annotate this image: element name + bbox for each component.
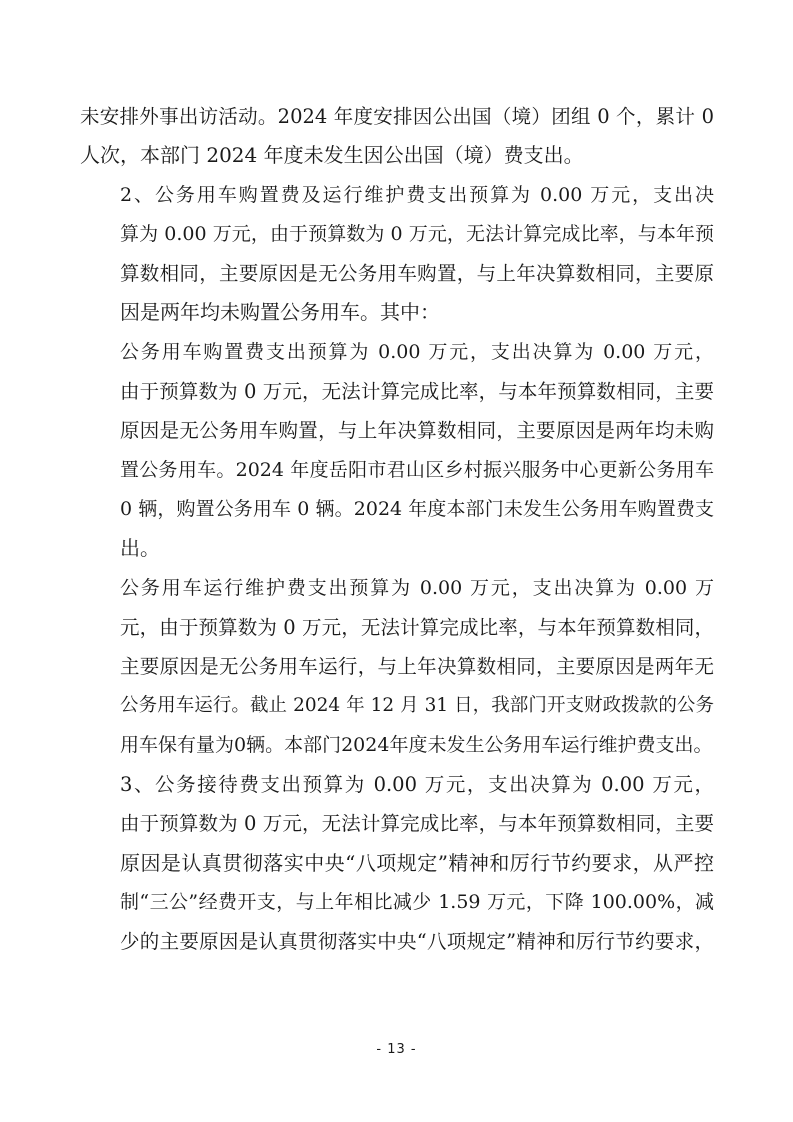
text-line: 用车保有量为0辆。本部门2024年度未发生公务用车运行维护费支出。 bbox=[120, 733, 713, 756]
text-line: 置公务用车。2024 年度岳阳市君山区乡村振兴服务中心更新公务用车 bbox=[120, 458, 714, 481]
text-line: 公务用车运行。截止 2024 年 12 月 31 日，我部门开支财政拨款的公务 bbox=[120, 695, 714, 717]
text-line: 因是两年均未购置公务用车。其中： bbox=[120, 300, 440, 325]
text-line: 主要原因是无公务用车运行，与上年决算数相同，主要原因是两年无 bbox=[120, 655, 714, 679]
page-number: - 13 - bbox=[376, 1042, 417, 1057]
text-line: 0 辆，购置公务用车 0 辆。2024 年度本部门未发生公务用车购置费支 bbox=[120, 497, 714, 520]
text-line: 人次，本部门 2024 年度未发生因公出国（境）费支出。 bbox=[80, 143, 584, 168]
text-line: 公务用车运行维护费支出预算为 0.00 万元，支出决算为 0.00 万 bbox=[120, 576, 714, 599]
text-line: 元，由于预算数为 0 万元，无法计算完成比率，与本年预算数相同， bbox=[120, 615, 714, 639]
paragraph bbox=[80, 765, 714, 961]
paragraph bbox=[80, 569, 714, 765]
body-text bbox=[80, 97, 714, 962]
paragraph bbox=[80, 97, 714, 176]
text-line: 制“三公”经费开支，与上年相比减少 1.59 万元，下降 100.00%，减 bbox=[120, 890, 714, 913]
text-line: 算数相同，主要原因是无公务用车购置，与上年决算数相同，主要原 bbox=[120, 262, 714, 286]
text-line: 由于预算数为 0 万元，无法计算完成比率，与本年预算数相同，主要 bbox=[120, 812, 714, 836]
text-line: 由于预算数为 0 万元，无法计算完成比率，与本年预算数相同，主要 bbox=[120, 380, 714, 404]
text-line: 2、公务用车购置费及运行维护费支出预算为 0.00 万元，支出决 bbox=[120, 183, 714, 206]
text-line: 原因是无公务用车购置，与上年决算数相同，主要原因是两年均未购 bbox=[120, 419, 714, 443]
text-line: 公务用车购置费支出预算为 0.00 万元，支出决算为 0.00 万元， bbox=[120, 340, 714, 363]
text-line: 原因是认真贯彻落实中央“八项规定”精神和厉行节约要求，从严控 bbox=[120, 850, 714, 875]
text-line: 少的主要原因是认真贯彻落实中央“八项规定”精神和厉行节约要求， bbox=[120, 930, 714, 954]
text-line: 未安排外事出访活动。2024 年度安排因公出国（境）团组 0 个，累计 0 bbox=[80, 105, 714, 128]
paragraph bbox=[80, 333, 714, 569]
text-line: 算为 0.00 万元，由于预算数为 0 万元，无法计算完成比率，与本年预 bbox=[120, 222, 714, 245]
text-line: 出。 bbox=[120, 536, 160, 561]
text-line: 3、公务接待费支出预算为 0.00 万元，支出决算为 0.00 万元， bbox=[120, 773, 714, 797]
paragraph bbox=[80, 176, 714, 333]
